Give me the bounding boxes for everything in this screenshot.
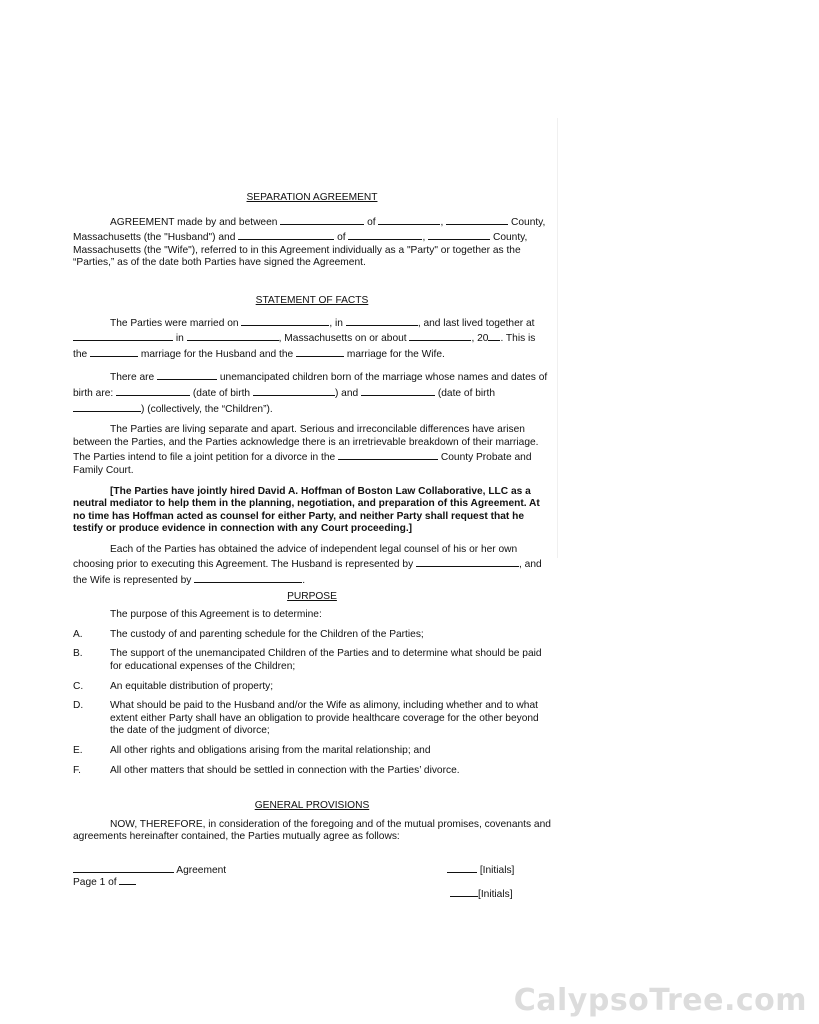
initials-label: [Initials] bbox=[478, 888, 513, 900]
footer-row-3 bbox=[73, 886, 551, 898]
facts-text: , Massachusetts on or about bbox=[278, 333, 407, 345]
document-body bbox=[73, 192, 551, 898]
blank-field[interactable] bbox=[238, 229, 334, 240]
intro-text: of bbox=[337, 232, 346, 244]
blank-field[interactable] bbox=[416, 556, 519, 567]
watermark: CalypsoTree.com bbox=[513, 983, 807, 1018]
list-text: All other matters that should be settled in connection with the Parties’ divorce. bbox=[110, 764, 460, 776]
blank-field[interactable] bbox=[488, 330, 500, 341]
intro-text: , bbox=[440, 216, 444, 228]
list-label: C. bbox=[73, 680, 84, 692]
facts-text: The Parties are living separate and apart. Serious and irreconcilable differences have arisen between the Parties, and the Parties acknowledge there is an irretrievable breakdown of their marriage. The Parties intend to file a joint petition for a divorce in the bbox=[73, 424, 539, 464]
facts-text: ) and bbox=[334, 387, 359, 399]
blank-field[interactable] bbox=[241, 315, 329, 326]
facts-heading: STATEMENT OF FACTS bbox=[255, 294, 369, 306]
list-label: A. bbox=[73, 628, 83, 640]
mediator-paragraph: [The Parties have jointly hired David A. Hoffman of Boston Law Collaborative, LLC as a neutral mediator to help them in the planning, negotiation, and preparation of this Agreement. At no time has Hoffman acted as counsel for either Party, and neither Party shall request that he testify or produce evidence in connection with any Court proceeding.] bbox=[73, 485, 540, 535]
intro-paragraph bbox=[73, 214, 551, 270]
facts-text: (date of birth bbox=[437, 387, 496, 399]
list-text: All other rights and obligations arising from the marital relationship; and bbox=[110, 745, 431, 756]
facts-text: , 20 bbox=[471, 333, 489, 345]
facts-text: unemancipated children born of the marriage whose names and dates of birth are: bbox=[73, 372, 548, 399]
blank-field[interactable] bbox=[253, 385, 335, 396]
facts-text: The Parties were married on bbox=[110, 317, 239, 329]
blank-field[interactable] bbox=[119, 874, 136, 885]
blank-field[interactable] bbox=[447, 862, 477, 873]
list-item bbox=[73, 681, 551, 694]
facts-paragraph-3 bbox=[73, 424, 551, 477]
blank-field[interactable] bbox=[73, 401, 141, 412]
document-title: SEPARATION AGREEMENT bbox=[246, 192, 378, 203]
general-heading: GENERAL PROVISIONS bbox=[254, 800, 370, 812]
blank-field[interactable] bbox=[338, 449, 438, 460]
blank-field[interactable] bbox=[90, 346, 138, 357]
blank-field[interactable] bbox=[194, 572, 302, 583]
purpose-heading: PURPOSE bbox=[287, 590, 337, 602]
blank-field[interactable] bbox=[428, 229, 490, 240]
facts-text: ) (collectively, the “Children”). bbox=[141, 403, 273, 415]
blank-field[interactable] bbox=[409, 330, 471, 341]
blank-field[interactable] bbox=[187, 330, 279, 341]
intro-text: AGREEMENT made by and between bbox=[110, 216, 278, 228]
facts-text: , and the Wife is represented by bbox=[73, 559, 542, 587]
blank-field[interactable] bbox=[348, 229, 422, 240]
blank-field[interactable] bbox=[296, 346, 344, 357]
list-label: E. bbox=[73, 745, 83, 756]
purpose-intro: The purpose of this Agreement is to determine: bbox=[110, 609, 322, 621]
footer-row-2 bbox=[73, 874, 551, 886]
list-item bbox=[73, 629, 551, 642]
intro-text: County, Massachusetts (the "Wife"), referred to in this Agreement individually as a "Party" or together as the “Parties,” as of the date both Parties have signed the Agreement. bbox=[73, 232, 528, 269]
facts-text: County Probate and Family Court. bbox=[73, 452, 532, 476]
list-label: F. bbox=[73, 764, 81, 776]
list-item bbox=[73, 745, 551, 758]
intro-text: County, Massachusetts (the "Husband") and bbox=[73, 216, 546, 244]
list-text: An equitable distribution of property; bbox=[110, 680, 274, 692]
facts-text: (date of birth bbox=[192, 387, 251, 399]
page-edge-shadow bbox=[557, 118, 558, 558]
initials-block-2 bbox=[450, 886, 513, 902]
blank-field[interactable] bbox=[346, 315, 418, 326]
facts-paragraph-5 bbox=[73, 544, 551, 588]
facts-paragraph-2 bbox=[73, 369, 551, 416]
facts-paragraph-1 bbox=[73, 315, 551, 362]
blank-field[interactable] bbox=[361, 385, 435, 396]
blank-field[interactable] bbox=[73, 330, 173, 341]
facts-text: , in bbox=[329, 317, 343, 329]
facts-text: marriage for the Husband and the bbox=[140, 348, 294, 360]
facts-text: marriage for the Wife. bbox=[346, 348, 445, 360]
page-number-label: Page 1 of bbox=[73, 876, 117, 888]
facts-text: . This is the bbox=[73, 333, 536, 360]
list-label: B. bbox=[73, 648, 83, 660]
list-item bbox=[73, 648, 551, 673]
list-text: The custody of and parenting schedule for the Children of the Parties; bbox=[110, 628, 424, 640]
blank-field[interactable] bbox=[73, 862, 174, 873]
intro-text: of bbox=[367, 216, 376, 228]
list-text: What should be paid to the Husband and/or the Wife as alimony, including whether and to what extent either Party shall have an obligation to provide healthcare coverage for the other beyond the date of the judgment of divorce; bbox=[110, 700, 539, 737]
footer-row-1 bbox=[73, 862, 551, 874]
facts-text: Each of the Parties has obtained the advice of independent legal counsel of his or her own choosing prior to executing this Agreement. The Husband is represented by bbox=[73, 543, 518, 571]
intro-text: , bbox=[422, 232, 426, 244]
facts-text: in bbox=[175, 333, 184, 345]
blank-field[interactable] bbox=[378, 214, 440, 225]
facts-text: , and last lived together at bbox=[417, 317, 535, 329]
blank-field[interactable] bbox=[280, 214, 364, 225]
initials-label: [Initials] bbox=[479, 864, 515, 876]
footer-agreement-label: Agreement bbox=[176, 864, 227, 876]
list-item bbox=[73, 765, 551, 778]
blank-field[interactable] bbox=[446, 214, 508, 225]
list-item bbox=[73, 700, 551, 738]
blank-field[interactable] bbox=[116, 385, 190, 396]
list-text: The support of the unemancipated Children of the Parties and to determine what should be paid for educational expenses of the Children; bbox=[110, 648, 542, 673]
general-paragraph: NOW, THEREFORE, in consideration of the foregoing and of the mutual promises, covenants and agreements hereinafter contained, the Parties mutually agree as follows: bbox=[73, 818, 551, 843]
blank-field[interactable] bbox=[157, 369, 217, 380]
list-label: D. bbox=[73, 700, 84, 712]
blank-field[interactable] bbox=[450, 886, 478, 897]
facts-text: There are bbox=[110, 372, 155, 384]
facts-text: . bbox=[302, 575, 306, 587]
